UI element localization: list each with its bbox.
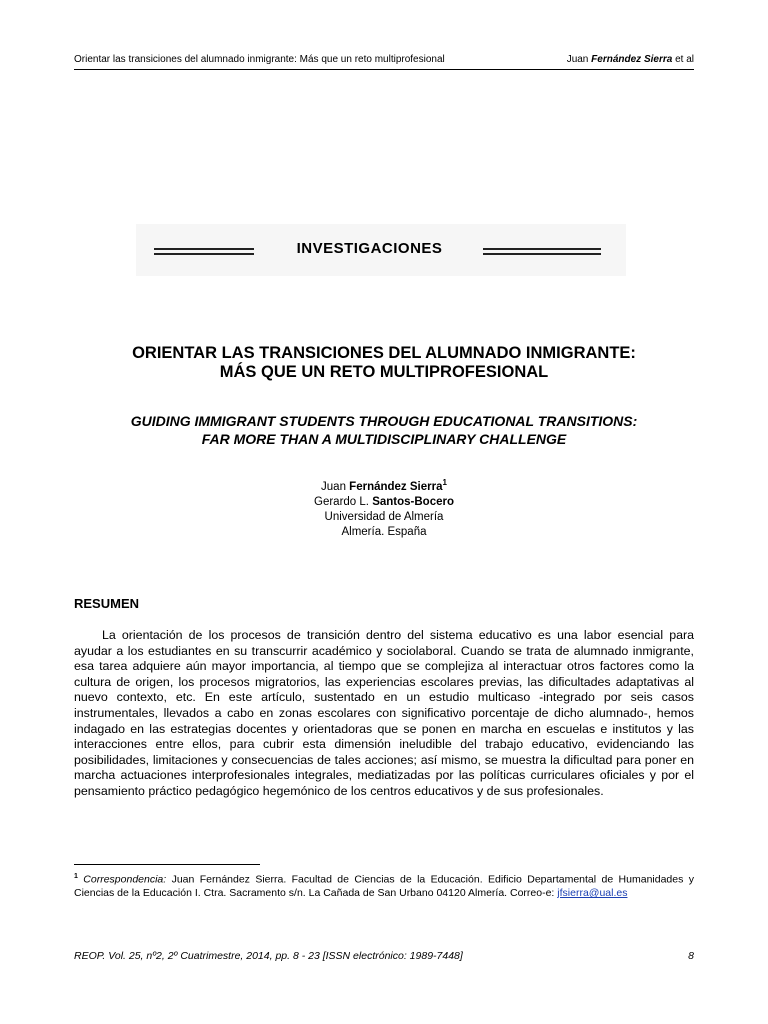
footnote: [74, 870, 694, 901]
running-author-first: Juan: [566, 54, 589, 65]
running-author: [567, 53, 694, 66]
author-block: [74, 475, 694, 540]
author-2-last: Santos-Bocero: [372, 495, 454, 508]
article-title: [74, 344, 694, 382]
page-number: 8: [688, 950, 694, 962]
footnote-number: 1: [74, 873, 78, 880]
running-author-bold: Fernández Sierra: [591, 54, 673, 65]
email-link[interactable]: jfsierra@ual.es: [557, 887, 628, 899]
affiliation: Universidad de Almería: [324, 510, 444, 523]
footnote-text: Juan Fernández Sierra. Facultad de Ciencias de la Educación. Edificio Departamental de Humanidades y Ciencias de la Educación I. Ctra. Sacramento s/n. La Cañada de San Urbano 04120 Almería. Correo-e:: [74, 873, 694, 899]
section-banner: [136, 224, 626, 276]
author-2: [74, 495, 694, 510]
author-1: [74, 475, 694, 495]
author-1-first: Juan: [321, 480, 346, 493]
title-line-2: MÁS QUE UN RETO MULTIPROFESIONAL: [219, 363, 549, 381]
banner-rule-left: [154, 248, 254, 255]
running-title: Orientar las transiciones del alumnado inmigrante: Más que un reto multiprofesional: [74, 54, 445, 65]
running-footer: [74, 950, 694, 962]
subtitle-line-1: GUIDING IMMIGRANT STUDENTS THROUGH EDUCATIONAL TRANSITIONS:: [130, 413, 638, 429]
abstract-heading: RESUMEN: [74, 596, 140, 611]
banner-rule-right: [483, 248, 601, 255]
footnote-rule: [74, 864, 260, 865]
journal-citation: REOP. Vol. 25, nº2, 2º Cuatrimestre, 2014, pp. 8 - 23 [ISSN electrónico: 1989-7448]: [74, 950, 463, 962]
location: Almería. España: [341, 525, 427, 538]
title-line-1: ORIENTAR LAS TRANSICIONES DEL ALUMNADO INMIGRANTE:: [132, 344, 636, 362]
footnote-marker[interactable]: 1: [442, 478, 447, 487]
abstract-text: La orientación de los procesos de transición dentro del sistema educativo es una labor esencial para ayudar a los estudiantes en su transcurrir académico y sociolaboral. Cuando se trata de alumnado inmigrante, esa tarea adquiere aún mayor importancia, al tiempo que se complejiza al interactuar otros factores como la cultura de origen, los procesos migratorios, las experiencias escolares previas, las dificultades adaptativas al nuevo contexto, etc. En este artículo, sustentado en un estudio multicaso -integrado por seis casos instrumentales, llevados a cabo en zonas escolares con significativo porcentaje de dicho alumnado-, hemos indagado en las estrategias docentes y orientadoras que se ponen en marcha en escuelas e institutos y las interacciones entre ellos, para cubrir esta dimensión ineludible del trabajo educativo, evidenciando las posibilidades, limitaciones y consecuencias de tales acciones; así mismo, se muestra la dificultad para poner en marcha actuaciones interprofesionales integrales, mediatizadas por las políticas curriculares oficiales y por el pensamiento práctico pedagógico hegemónico de los centros educativos y de sus profesionales.: [74, 628, 694, 798]
author-2-first: Gerardo L.: [314, 495, 369, 508]
subtitle-line-2: FAR MORE THAN A MULTIDISCIPLINARY CHALLENGE: [201, 431, 567, 447]
running-author-suffix: et al: [675, 54, 694, 65]
article-subtitle: [74, 412, 694, 448]
footnote-label: Correspondencia:: [83, 873, 167, 886]
section-label: INVESTIGACIONES: [296, 240, 443, 257]
running-header: [74, 53, 694, 70]
author-1-last: Fernández Sierra: [349, 480, 443, 493]
